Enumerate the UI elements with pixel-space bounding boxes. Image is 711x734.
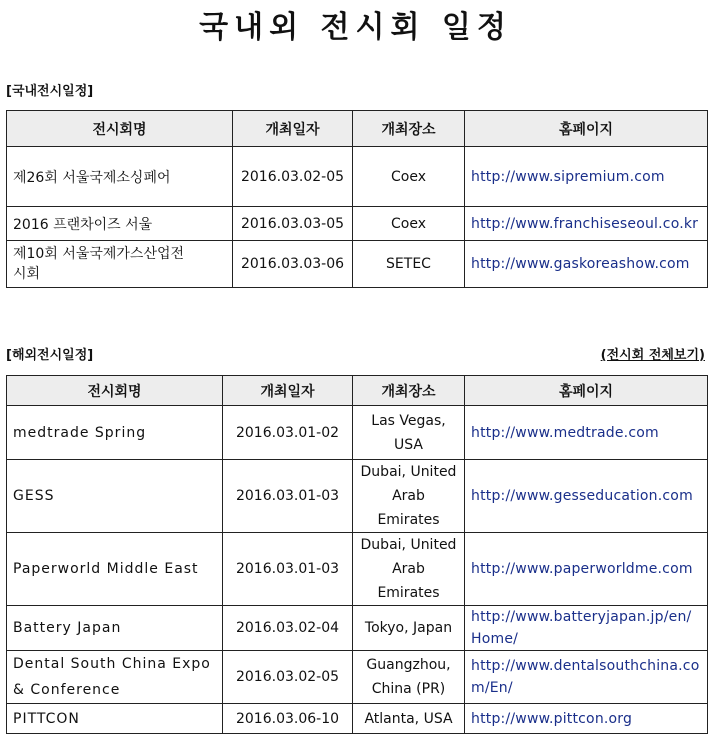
- homepage-link[interactable]: http://www.dentalsouthchina.com/En/: [471, 658, 700, 696]
- exhibition-name: Dental South China Expo & Conference: [7, 651, 223, 704]
- header-homepage: 홈페이지: [465, 376, 708, 406]
- exhibition-venue: Guangzhou, China (PR): [353, 651, 465, 704]
- exhibition-date: 2016.03.03-06: [233, 241, 353, 288]
- exhibition-venue: Las Vegas, USA: [353, 406, 465, 460]
- exhibition-venue: Dubai, United Arab Emirates: [353, 533, 465, 606]
- header-date: 개최일자: [233, 111, 353, 147]
- table-row: [7, 147, 708, 207]
- table-row: [7, 651, 708, 704]
- table-row: [7, 207, 708, 241]
- exhibition-venue: Coex: [353, 207, 465, 241]
- table-row: [7, 533, 708, 606]
- exhibition-venue: Tokyo, Japan: [353, 606, 465, 651]
- exhibition-date: 2016.03.06-10: [223, 704, 353, 734]
- overseas-exhibition-table: [6, 375, 708, 734]
- page-title: 국내외 전시회 일정: [199, 10, 512, 45]
- header-venue: 개최장소: [353, 376, 465, 406]
- exhibition-date: 2016.03.01-03: [223, 460, 353, 533]
- header-date: 개최일자: [223, 376, 353, 406]
- homepage-link[interactable]: http://www.paperworldme.com: [471, 561, 693, 577]
- table-row: [7, 606, 708, 651]
- exhibition-date: 2016.03.02-04: [223, 606, 353, 651]
- exhibition-name: 제26회 서울국제소싱페어: [7, 147, 233, 207]
- homepage-link[interactable]: http://www.medtrade.com: [471, 424, 659, 441]
- exhibition-venue: SETEC: [353, 241, 465, 288]
- exhibition-name: medtrade Spring: [7, 406, 223, 460]
- exhibition-name: Battery Japan: [7, 606, 223, 651]
- table-row: [7, 406, 708, 460]
- homepage-link[interactable]: http://www.gesseducation.com: [471, 488, 693, 504]
- domestic-section-label: [국내전시일정]: [6, 84, 94, 99]
- table-row: [7, 241, 708, 288]
- homepage-link[interactable]: http://www.franchiseseoul.co.kr: [471, 215, 699, 232]
- view-all-exhibitions-link[interactable]: (전시회 전체보기): [600, 348, 705, 363]
- exhibition-name: 2016 프랜차이즈 서울: [7, 207, 233, 241]
- header-venue: 개최장소: [353, 111, 465, 147]
- overseas-section-label: [해외전시일정]: [6, 348, 94, 363]
- exhibition-name: Paperworld Middle East: [7, 533, 223, 606]
- exhibition-date: 2016.03.03-05: [233, 207, 353, 241]
- homepage-link[interactable]: http://www.batteryjapan.jp/en/Home/: [471, 609, 692, 647]
- homepage-link[interactable]: http://www.pittcon.org: [471, 710, 633, 727]
- exhibition-date: 2016.03.01-02: [223, 406, 353, 460]
- header-exhibition-name: 전시회명: [7, 111, 233, 147]
- domestic-exhibition-table: [6, 110, 708, 288]
- table-header-row: [7, 376, 708, 406]
- exhibition-date: 2016.03.02-05: [233, 147, 353, 207]
- homepage-link[interactable]: http://www.sipremium.com: [471, 168, 665, 185]
- table-row: [7, 704, 708, 734]
- exhibition-date: 2016.03.01-03: [223, 533, 353, 606]
- exhibition-venue: Dubai, United Arab Emirates: [353, 460, 465, 533]
- table-row: [7, 460, 708, 533]
- exhibition-name: PITTCON: [7, 704, 223, 734]
- exhibition-venue: Coex: [353, 147, 465, 207]
- header-homepage: 홈페이지: [465, 111, 708, 147]
- header-exhibition-name: 전시회명: [7, 376, 223, 406]
- exhibition-name: 제10회 서울국제가스산업전시회: [7, 241, 233, 288]
- exhibition-date: 2016.03.02-05: [223, 651, 353, 704]
- homepage-link[interactable]: http://www.gaskoreashow.com: [471, 256, 690, 272]
- exhibition-venue: Atlanta, USA: [353, 704, 465, 734]
- exhibition-name: GESS: [7, 460, 223, 533]
- table-header-row: [7, 111, 708, 147]
